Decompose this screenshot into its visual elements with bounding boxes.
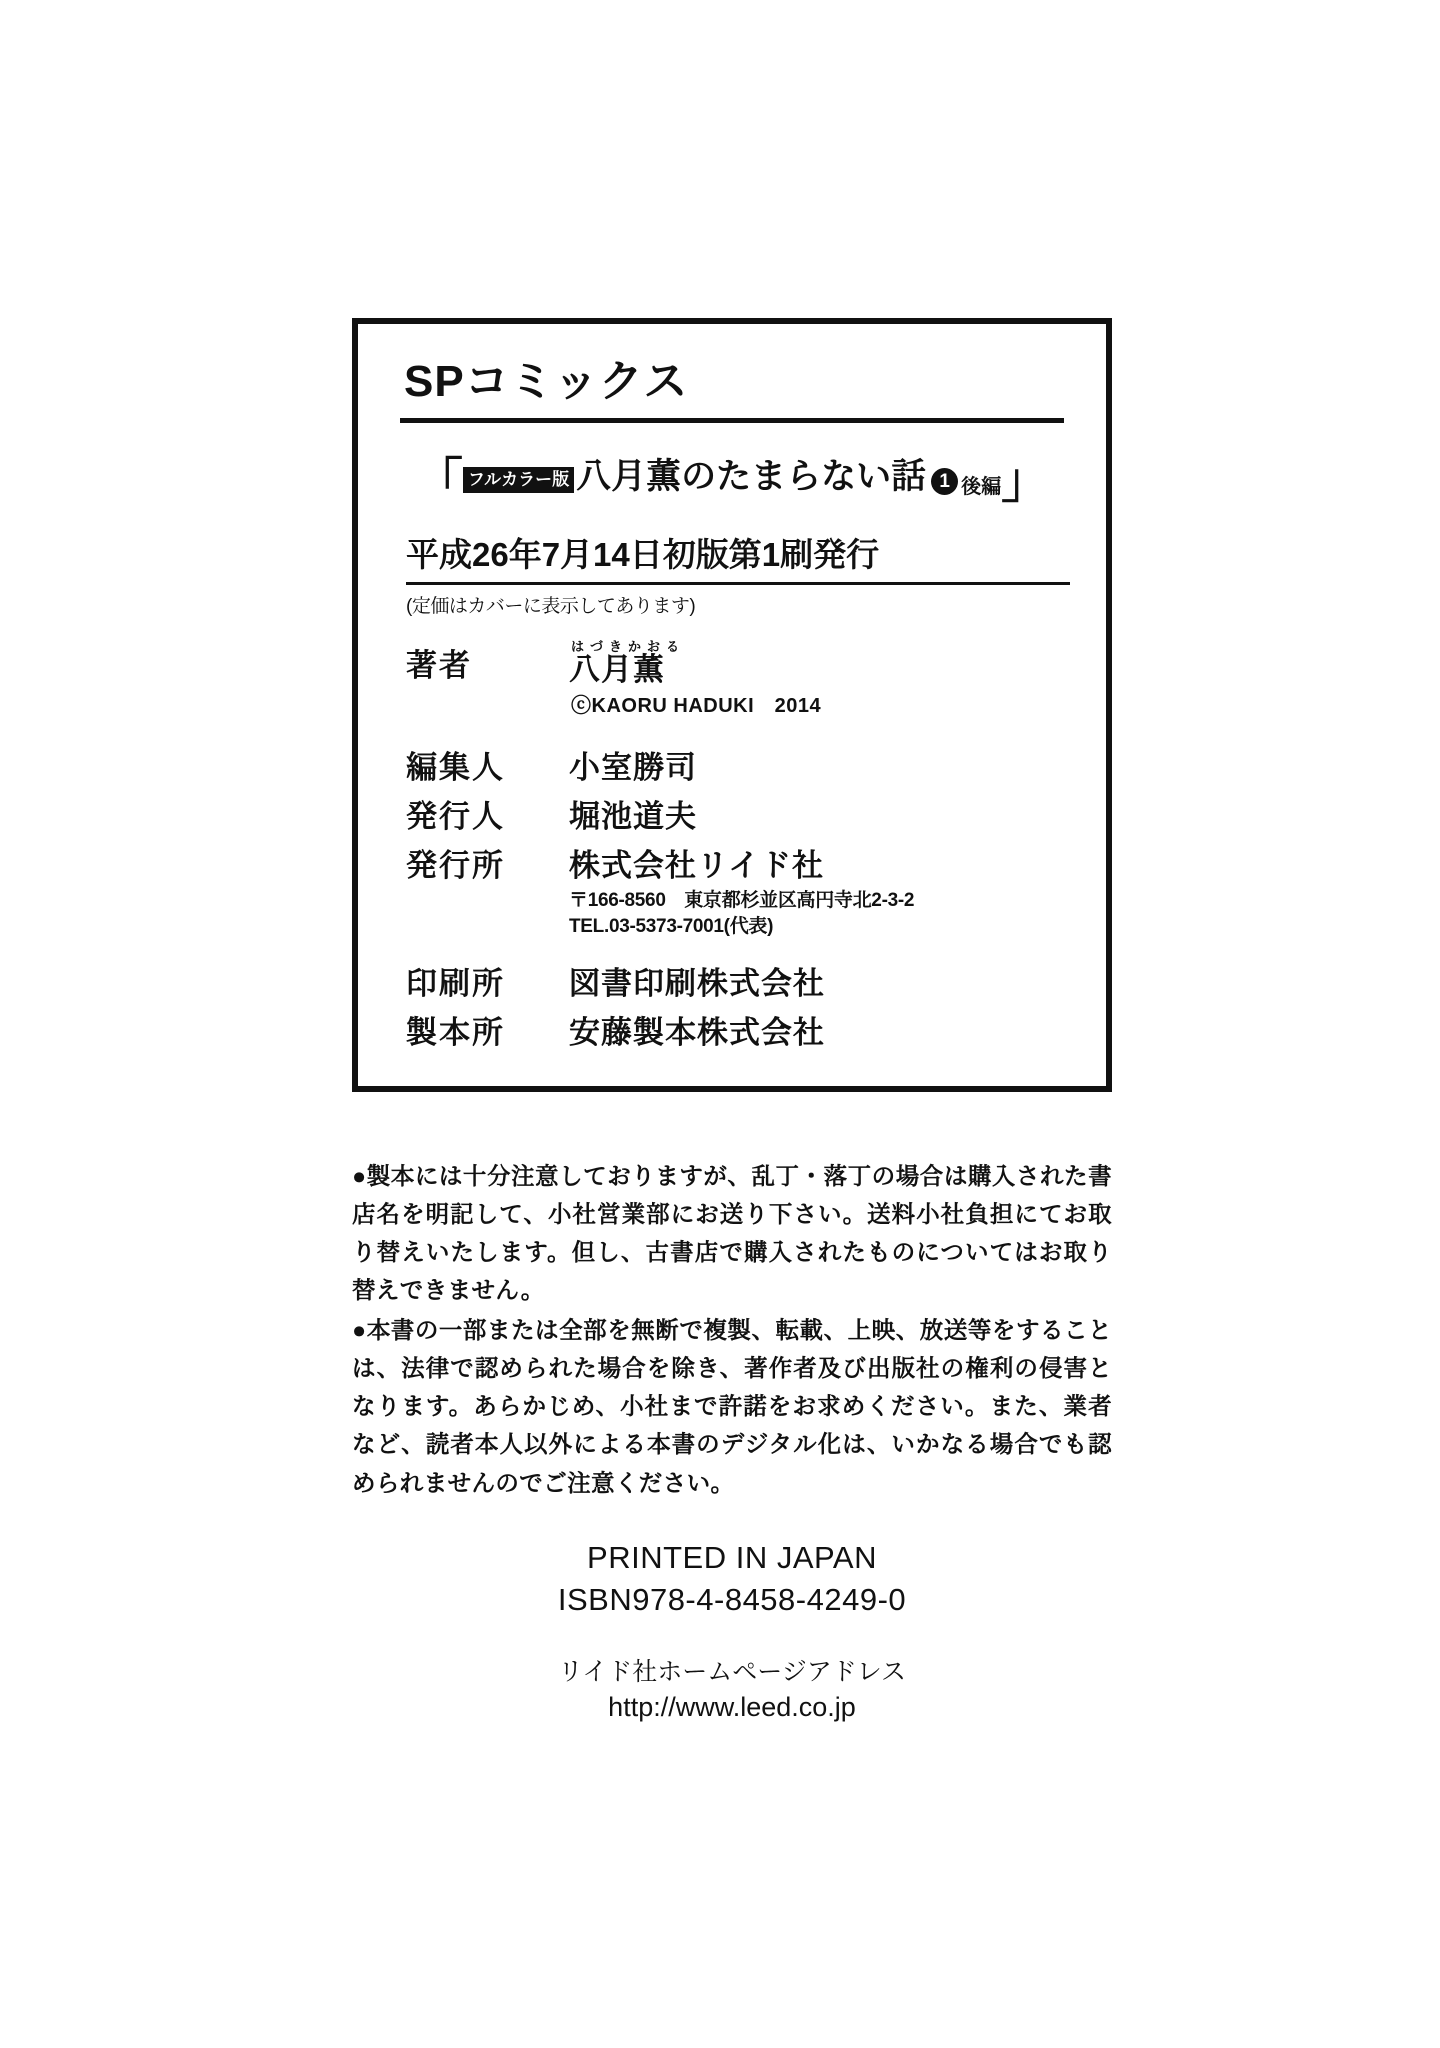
staff-label-editor: 編集人 bbox=[406, 750, 505, 786]
price-note: (定価はカバーに表示してあります) bbox=[406, 596, 696, 618]
staff-row bbox=[394, 840, 1070, 939]
staff-value-publisher-person: 堀池道夫 bbox=[569, 799, 697, 835]
series-title: SPコミックス bbox=[404, 357, 689, 406]
staff-row bbox=[394, 791, 1070, 836]
bracket-open: 「 bbox=[414, 455, 463, 508]
copyright-line: ⓒKAORU HADUKI 2014 bbox=[571, 695, 822, 718]
staff-label-binder: 製本所 bbox=[406, 1014, 505, 1050]
divider-thick bbox=[400, 418, 1064, 423]
author-ruby: はづきかおる bbox=[571, 639, 686, 655]
staff-value-author-block bbox=[569, 640, 821, 718]
staff-label-publisher: 発行所 bbox=[406, 848, 505, 884]
staff-value-editor: 小室勝司 bbox=[569, 750, 697, 786]
notice-paragraph-copyright: ●本書の一部または全部を無断で複製、転載、上映、放送等をすることは、法律で認められた場合を除き、著作者及び出版社の権利の侵害となります。あらかじめ、小社まで許諾をお求めください。また、業者など、読者本人以外による本書のデジタル化は、いかなる場合でも認められませんのでご注意ください。 bbox=[352, 1318, 1112, 1497]
staff-row bbox=[394, 958, 1070, 1003]
book-title-main: 八月薫のたまらない話 bbox=[576, 457, 927, 497]
staff-label-publisher-person: 発行人 bbox=[406, 799, 505, 835]
publication-date: 平成26年7月14日初版第1刷発行 bbox=[406, 529, 1070, 585]
staff-value-printer: 図書印刷株式会社 bbox=[569, 965, 825, 1001]
full-color-badge: フルカラー版 bbox=[463, 467, 574, 493]
part-label: 後編 bbox=[961, 476, 1002, 499]
volume-number-badge: 1 bbox=[931, 468, 958, 495]
publisher-address bbox=[569, 888, 914, 939]
publisher-address-line: 〒166-8560 東京都杉並区高円寺北2-3-2 bbox=[569, 890, 915, 912]
footer bbox=[352, 1540, 1112, 1723]
staff-value-publisher-block bbox=[569, 840, 914, 939]
bracket-close: 」 bbox=[1001, 455, 1050, 508]
author-name-with-ruby bbox=[569, 639, 686, 688]
staff-row bbox=[394, 1007, 1070, 1052]
notice-paragraph-defects: ●製本には十分注意しておりますが、乱丁・落丁の場合は購入された書店名を明記して、小社営業部にお送り下さい。送料小社負担にてお取り替えいたします。但し、古書店で購入されたものについてはお取り替えできません。 bbox=[352, 1164, 1112, 1305]
staff-row bbox=[394, 742, 1070, 787]
isbn: ISBN978-4-8458-4249-0 bbox=[557, 1582, 907, 1617]
spacer bbox=[394, 722, 1070, 742]
colophon-box bbox=[352, 318, 1112, 1092]
spacer bbox=[394, 944, 1070, 958]
homepage-url: http://www.leed.co.jp bbox=[608, 1692, 856, 1722]
staff-value-publisher: 株式会社リイド社 bbox=[569, 848, 825, 884]
author-name: 八月薫 bbox=[569, 652, 665, 688]
staff-list bbox=[394, 640, 1070, 1051]
legal-notices bbox=[352, 1158, 1112, 1505]
homepage-label: リイド社ホームページアドレス bbox=[557, 1658, 906, 1686]
publisher-phone-line: TEL.03-5373-7001(代表) bbox=[569, 916, 774, 938]
book-title bbox=[394, 449, 1070, 508]
staff-value-binder: 安藤製本株式会社 bbox=[569, 1014, 825, 1050]
staff-label-printer: 印刷所 bbox=[406, 965, 505, 1001]
staff-row bbox=[394, 640, 1070, 718]
printed-in-japan: PRINTED IN JAPAN bbox=[587, 1540, 877, 1575]
staff-label-author: 著者 bbox=[406, 648, 472, 684]
